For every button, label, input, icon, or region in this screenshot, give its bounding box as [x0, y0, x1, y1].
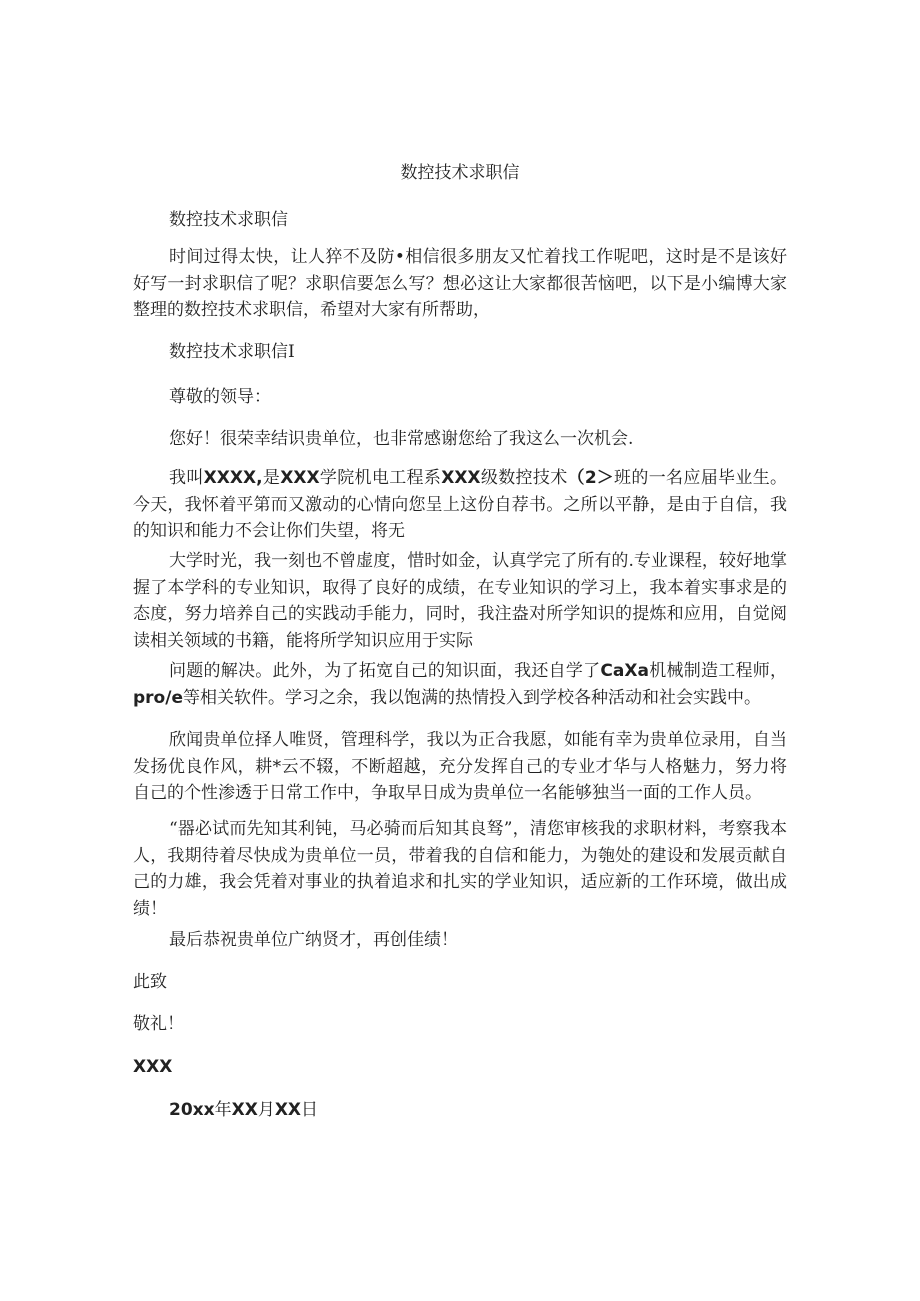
p1-bold-3: XXX — [441, 468, 481, 488]
signature: XXX — [133, 1057, 173, 1077]
aspiration-paragraph: 欣闻贵单位择人唯贤，管理科学，我以为正合我愿，如能有幸为贵单位录用，自当发扬优良作风，耕*云不辍，不断超越，充分发挥自己的专业才华与人格魅力，努力将自己的个性渗透于日常工作中，争取早日成为贵单位一名能够独当一面的工作人员。 — [133, 730, 787, 803]
p1-bold-2: XXX — [280, 468, 320, 488]
intro-paragraph: 时间过得太快，让人猝不及防•相信很多朋友又忙着找工作呢吧，这时是不是该好好写一封求职信了呢？求职信要怎么写？想必这让大家都很苦恼吧，以下是小编博大家整理的数控技术求职信，希望对大家有所帮助， — [133, 247, 787, 320]
sign-off-2: 敬礼！ — [133, 1014, 184, 1034]
sign-off-1: 此致 — [133, 972, 167, 992]
date-day-unit: 日 — [301, 1100, 319, 1120]
p3-bold-2: pro/e — [133, 687, 183, 708]
p1-text-1: 我叫 — [169, 468, 204, 488]
p1-text-5: 班的一名应届毕业生。今天，我怀着平第而又激动的心情向您呈上这份自荐书。之所以平静，是由于自信，我的知识和能力不会让你们失望，将无 — [133, 468, 788, 541]
salutation: 尊敬的领导： — [169, 387, 271, 407]
p3-text-2: 机械制造工程师， — [648, 661, 788, 681]
date-year-unit: 年 — [214, 1100, 232, 1120]
p1-bold-1: XXXX, — [203, 468, 263, 488]
date-month-unit: 月 — [257, 1100, 275, 1120]
p1-text-4: 级数控技术 — [480, 468, 568, 488]
study-paragraph: 大学时光，我一刻也不曾虚度，惜时如金，认真学完了所有的.专业课程，较好地掌握了本学科的专业知识，取得了良好的成绩，在专业知识的学习上，我本着实事求是的态度，努力培养自己的实践动手能力，同时，我注盎对所学知识的提炼和应用，自觉阅读相关领域的书籍，能将所学知识应用于实际 — [133, 551, 787, 651]
p1-bold-4: （2＞ — [567, 468, 614, 488]
p3-bold-1: CaXa — [600, 661, 649, 681]
quote-paragraph: “器必试而先知其利钝，马必骑而后知其良驽”，清您审核我的求职材料，考察我本人，我期待着尽快成为贵单位一员，带着我的自信和能力，为匏处的建设和发展贡献自己的力雄，我会凭着对事业的执着追求和扎实的学业知识，适应新的工作环境，做出成绩！ — [133, 819, 787, 919]
date-year: 20xx — [169, 1100, 215, 1120]
self-introduction-paragraph — [133, 465, 787, 545]
p3-text-1: 问题的解决。此外，为了拓宽自己的知识面，我还自学了 — [169, 661, 601, 681]
date-month: XX — [231, 1100, 258, 1120]
closing-wish: 最后恭祝贵单位广纳贤才，再创佳绩！ — [169, 930, 458, 950]
date-line — [169, 1098, 318, 1122]
date-day: XX — [274, 1100, 302, 1120]
letter-heading: 数控技术求职信I — [169, 342, 295, 362]
p1-text-3: 学院机电工程系 — [319, 468, 442, 488]
document-title: 数控技术求职信 — [400, 163, 520, 183]
p1-text-2: 是 — [262, 468, 281, 488]
document-subtitle: 数控技术求职信 — [169, 210, 288, 230]
skills-paragraph — [133, 658, 787, 711]
greeting-line: 您好！很荣幸结识贵单位，也非常感谢您给了我这么一次机会. — [169, 429, 634, 449]
p3-text-3: 等相关软件。学习之余，我以饱满的热情投入到学校各种活动和社会实践中。 — [182, 687, 761, 708]
